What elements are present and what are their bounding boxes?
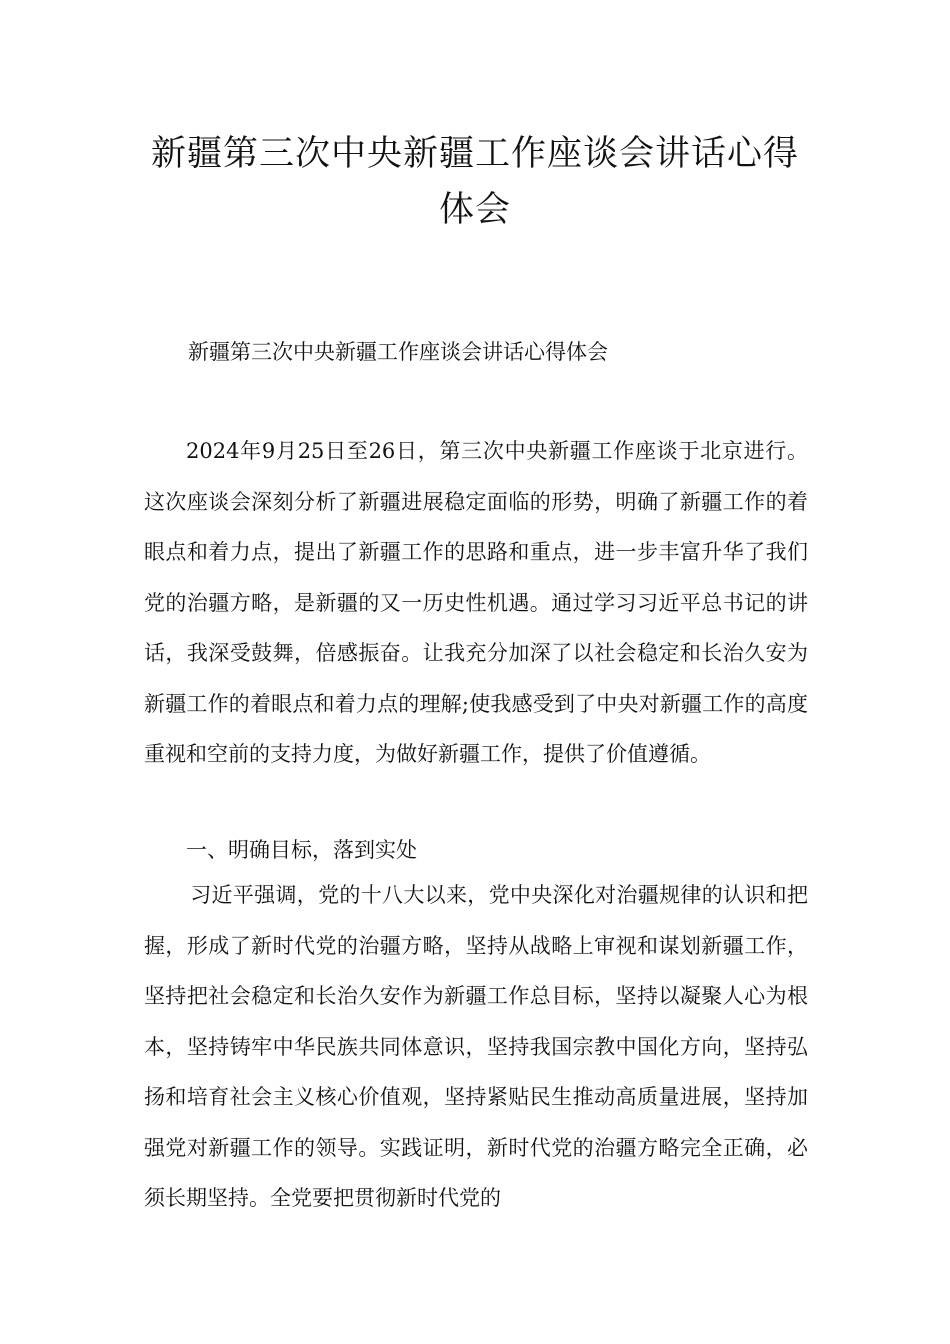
section-heading: 一、明确目标，落到实处 (186, 838, 417, 862)
document-subtitle: 新疆第三次中央新疆工作座谈会讲话心得体会 (188, 340, 608, 364)
document-title: 新疆第三次中央新疆工作座谈会讲话心得体会 (150, 134, 799, 230)
paragraph-section-one: 习近平强调，党的十八大以来，党中央深化对治疆规律的认识和把握，形成了新时代党的治疆方略，坚持从战略上审视和谋划新疆工作，坚持把社会稳定和长治久安作为新疆工作总目标，坚持以凝聚人心为根本，坚持铸牢中华民族共同体意识，坚持我国宗教中国化方向，坚持弘扬和培育社会主义核心价值观，坚持紧贴民生推动高质量进展，坚持加强党对新疆工作的领导。实践证明，新时代党的治疆方略完全正确，必须长期坚持。全党要把贯彻新时代党的 (144, 883, 808, 1210)
paragraph-intro: 2024年9月25日至26日，第三次中央新疆工作座谈于北京进行。这次座谈会深刻分析了新疆进展稳定面临的形势，明确了新疆工作的着眼点和着力点，提出了新疆工作的思路和重点，进一步丰富升华了我们党的治疆方略，是新疆的又一历史性机遇。通过学习习近平总书记的讲话，我深受鼓舞，倍感振奋。让我充分加深了以社会稳定和长治久安为新疆工作的着眼点和着力点的理解;使我感受到了中央对新疆工作的高度重视和空前的支持力度，为做好新疆工作，提供了价值遵循。 (144, 439, 808, 766)
